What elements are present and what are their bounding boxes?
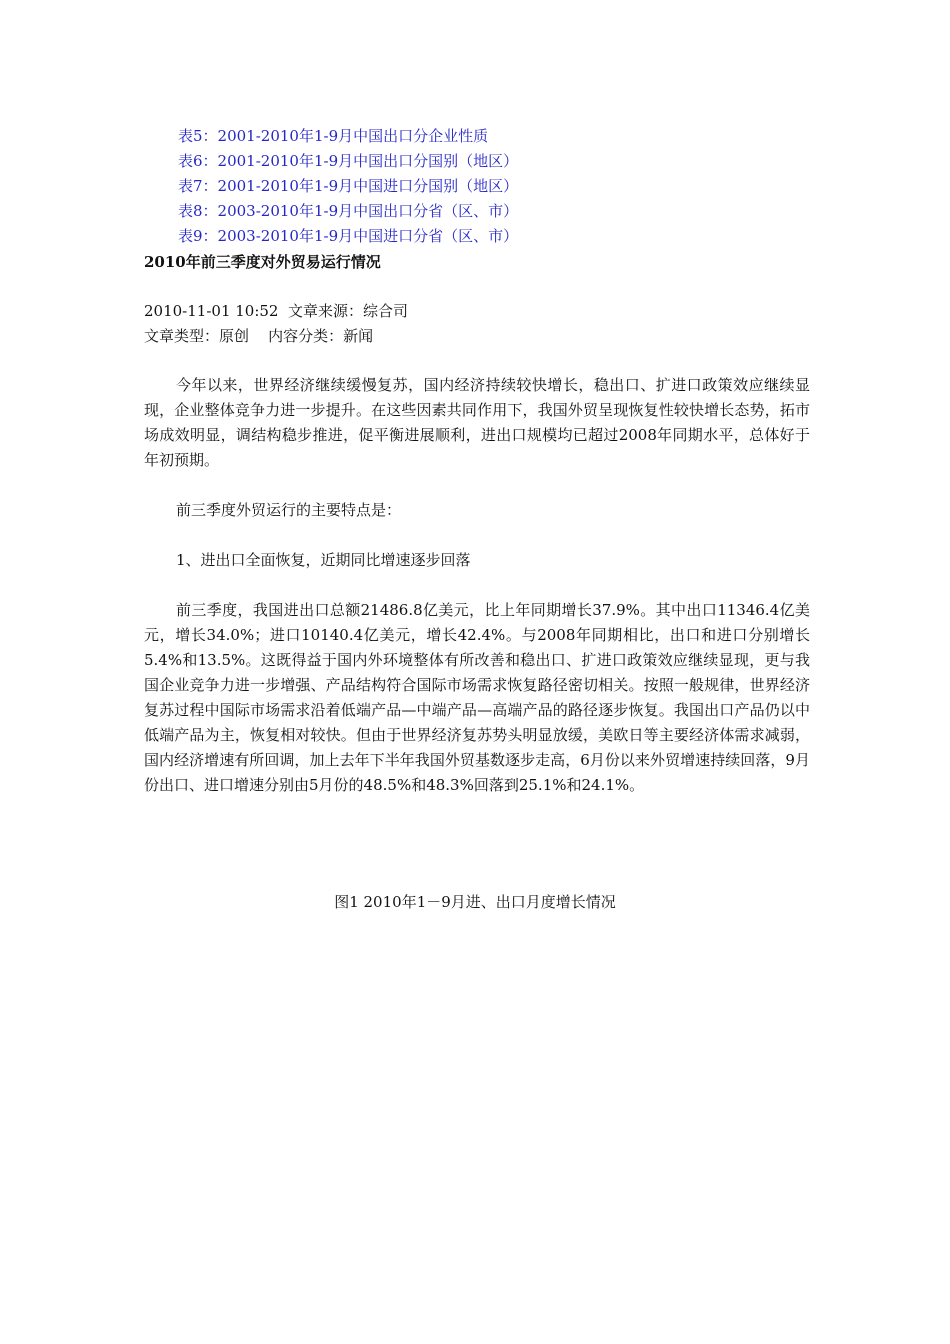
table-link-7[interactable]: 表7：2001-2010年1-9月中国进口分国别（地区） [178,177,519,195]
article-meta [144,299,408,349]
table-link-9[interactable]: 表9：2003-2010年1-9月中国进口分省（区、市） [178,227,519,245]
article-meta-date-source: 2010-11-01 10:52 文章来源：综合司 [144,302,409,320]
article-body [144,373,810,823]
body-paragraph-trade-figures: 前三季度，我国进出口总额21486.8亿美元，比上年同期增长37.9%。其中出口11346.4亿美元，增长34.0%；进口10140.4亿美元，增长42.4%。与2008年同期相比，出口和进口分别增长5.4%和13.5%。这既得益于国内外环境整体有所改善和稳出口、扩进口政策效应继续显现，更与我国企业竞争力进一步增强、产品结构符合国际市场需求恢复路径密切相关。按照一般规律，世界经济复苏过程中国际市场需求沿着低端产品—中端产品—高端产品的路径逐步恢复。我国出口产品仍以中低端产品为主，恢复相对较快。但由于世界经济复苏势头明显放缓，美欧日等主要经济体需求减弱，国内经济增速有所回调，加上去年下半年我国外贸基数逐步走高，6月份以来外贸增速持续回落，9月份出口、进口增速分别由5月份的48.5%和48.3%回落到25.1%和24.1%。 [144,601,810,794]
article-title: 2010年前三季度对外贸易运行情况 [144,253,381,271]
table-link-6[interactable]: 表6：2001-2010年1-9月中国出口分国别（地区） [178,152,519,170]
table-link-8[interactable]: 表8：2003-2010年1-9月中国出口分省（区、市） [178,202,519,220]
body-paragraph-features-lead: 前三季度外贸运行的主要特点是： [176,501,402,519]
figure-caption: 图1 2010年1－9月进、出口月度增长情况 [334,893,616,911]
table-link-list [178,124,818,249]
article-meta-type-category: 文章类型：原创 内容分类：新闻 [144,327,374,345]
table-link-5[interactable]: 表5：2001-2010年1-9月中国出口分企业性质 [178,127,489,145]
body-paragraph-section-heading: 1、进出口全面恢复，近期同比增速逐步回落 [176,551,471,569]
body-paragraph-intro: 今年以来，世界经济继续缓慢复苏，国内经济持续较快增长，稳出口、扩进口政策效应继续显现，企业整体竞争力进一步提升。在这些因素共同作用下，我国外贸呈现恢复性较快增长态势，拓市场成效明显，调结构稳步推进，促平衡进展顺利，进出口规模均已超过2008年同期水平，总体好于年初预期。 [144,376,810,469]
